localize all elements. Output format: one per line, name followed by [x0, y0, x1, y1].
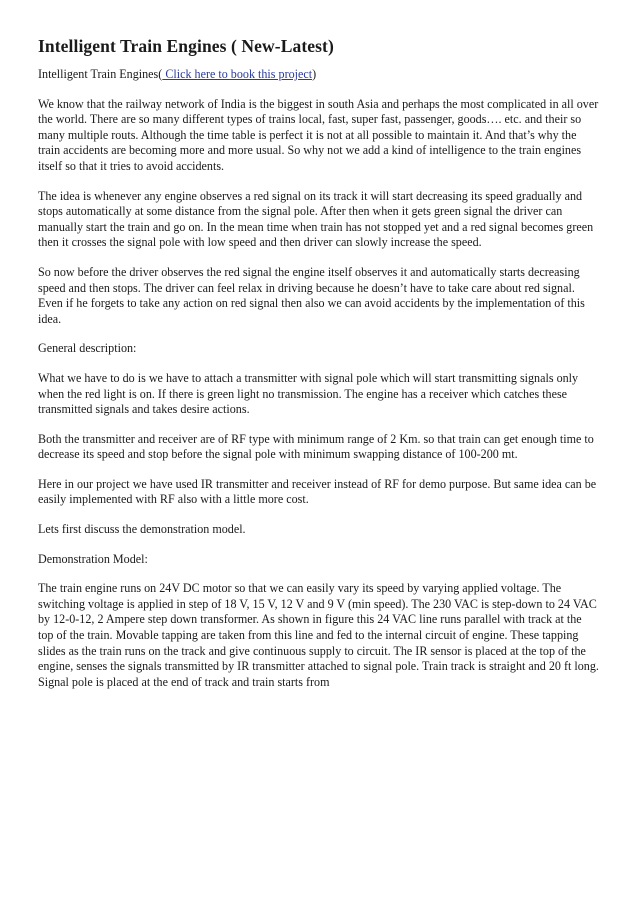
- subtitle-prefix: Intelligent Train Engines(: [38, 67, 163, 81]
- document-subtitle: [38, 67, 600, 83]
- paragraph-ir-demo: Here in our project we have used IR transmitter and receiver instead of RF for demo purpose. But same idea can be easily implemented with RF also with a little more cost.: [38, 476, 597, 507]
- document-title: Intelligent Train Engines ( New-Latest): [38, 36, 334, 56]
- paragraph-driver: So now before the driver observes the red signal the engine itself observes it and automatically starts decreasing speed and then stops. The driver can feel relax in driving because he doesn’t have to take care about red signal. Even if he forgets to take any action on red signal then also we can avoid accidents by the implementation of this idea.: [38, 264, 585, 326]
- subtitle-suffix: ): [312, 67, 317, 81]
- document-page: [38, 36, 600, 704]
- paragraph-discuss-model: Lets first discuss the demonstration model.: [38, 522, 246, 537]
- paragraph-idea: The idea is whenever any engine observes a red signal on its track it will start decreasing its speed gradually and stops automatically at some distance from the signal pole. After then when it gets green signal the driver can manually start the train and go on. In the mean time when train has not stopped yet and a red signal becomes green then it crosses the signal pole with low speed and then driver can slowly increase the speed.: [38, 188, 594, 250]
- section-heading-demonstration-model: Demonstration Model:: [38, 551, 148, 566]
- paragraph-intro: We know that the railway network of India is the biggest in south Asia and perhaps the most complicated in all over the world. There are so many different types of trains local, fast, super fast, passenger, goods…. etc. and their so many multiple routs. Although the time table is perfect it is not at all possible to maintain it. And that’s why the train accidents are becoming more and more usual. So why not we add a kind of intelligence to the train engines itself so that it tries to avoid accidents.: [38, 96, 599, 173]
- paragraph-rf-range: Both the transmitter and receiver are of RF type with minimum range of 2 Km. so that train can get enough time to decrease its speed and stop before the signal pole with minimum swapping distance of 100-200 mt.: [38, 431, 594, 462]
- paragraph-transmitter: What we have to do is we have to attach a transmitter with signal pole which will start transmitting signals only when the red light is on. If there is green light no transmission. The engine has a receiver which catches these transmitted signals and takes desire actions.: [38, 370, 579, 417]
- section-heading-general-description: General description:: [38, 341, 137, 356]
- paragraph-demo-details: The train engine runs on 24V DC motor so that we can easily vary its speed by varying applied voltage. The switching voltage is applied in step of 18 V, 15 V, 12 V and 9 V (min speed). The 230 VAC is step-down to 24 VAC by 12-0-12, 2 Ampere step down transformer. As shown in figure this 24 VAC line runs parallel with track at the top of the train. Movable tapping are taken from this line and fed to the internal circuit of engine. These tapping slides as the train runs on the track and give continuous supply to circuit. The IR sensor is placed at the top of the engine, senses the signals transmitted by IR transmitter attached to signal pole. Train track is straight and 20 ft long. Signal pole is placed at the end of track and train starts from: [38, 581, 599, 689]
- book-project-link[interactable]: Click here to book this project: [162, 67, 313, 81]
